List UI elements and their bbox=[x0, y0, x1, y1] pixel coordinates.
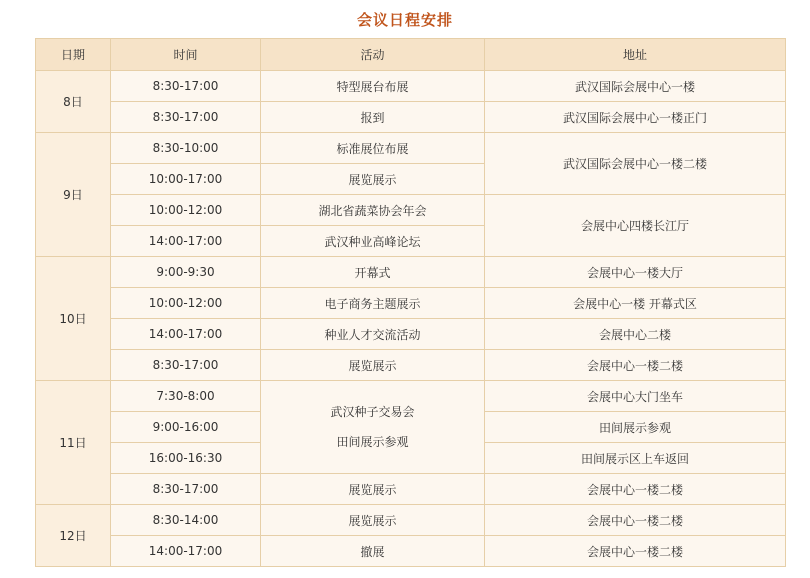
header-location: 地址 bbox=[485, 39, 786, 71]
time-cell: 9:00-16:00 bbox=[111, 412, 261, 443]
time-cell: 9:00-9:30 bbox=[111, 257, 261, 288]
location-cell: 会展中心一楼二楼 bbox=[485, 474, 786, 505]
time-cell: 8:30-10:00 bbox=[111, 133, 261, 164]
location-cell: 会展中心一楼二楼 bbox=[485, 505, 786, 536]
header-date: 日期 bbox=[36, 39, 111, 71]
table-row bbox=[36, 257, 786, 288]
location-cell: 会展中心一楼大厅 bbox=[485, 257, 786, 288]
time-cell: 14:00-17:00 bbox=[111, 319, 261, 350]
location-cell: 会展中心二楼 bbox=[485, 319, 786, 350]
header-time: 时间 bbox=[111, 39, 261, 71]
time-cell: 16:00-16:30 bbox=[111, 443, 261, 474]
location-cell: 田间展示参观 bbox=[485, 412, 786, 443]
location-cell: 武汉国际会展中心一楼 bbox=[485, 71, 786, 102]
table-row bbox=[36, 71, 786, 102]
location-cell: 会展中心一楼 开幕式区 bbox=[485, 288, 786, 319]
date-cell: 9日 bbox=[36, 133, 111, 257]
location-cell: 会展中心四楼长江厅 bbox=[485, 195, 786, 257]
date-cell: 12日 bbox=[36, 505, 111, 567]
location-cell: 武汉国际会展中心一楼正门 bbox=[485, 102, 786, 133]
location-cell: 会展中心一楼二楼 bbox=[485, 350, 786, 381]
schedule-table bbox=[35, 38, 786, 567]
location-cell: 田间展示区上车返回 bbox=[485, 443, 786, 474]
activity-cell: 特型展台布展 bbox=[261, 71, 485, 102]
table-row bbox=[36, 536, 786, 567]
table-row bbox=[36, 474, 786, 505]
activity-cell: 报到 bbox=[261, 102, 485, 133]
time-cell: 8:30-17:00 bbox=[111, 71, 261, 102]
activity-line: 武汉种子交易会 bbox=[330, 405, 415, 419]
time-cell: 8:30-17:00 bbox=[111, 102, 261, 133]
table-row bbox=[36, 195, 786, 226]
activity-cell: 撤展 bbox=[261, 536, 485, 567]
activity-cell: 标准展位布展 bbox=[261, 133, 485, 164]
header-row bbox=[36, 39, 786, 71]
time-cell: 14:00-17:00 bbox=[111, 536, 261, 567]
page-title: 会议日程安排 bbox=[356, 11, 453, 29]
time-cell: 14:00-17:00 bbox=[111, 226, 261, 257]
activity-cell: 展览展示 bbox=[261, 164, 485, 195]
activity-cell: 展览展示 bbox=[261, 505, 485, 536]
activity-cell: 电子商务主题展示 bbox=[261, 288, 485, 319]
table-row bbox=[36, 319, 786, 350]
date-cell: 11日 bbox=[36, 381, 111, 505]
time-cell: 8:30-17:00 bbox=[111, 474, 261, 505]
time-cell: 8:30-17:00 bbox=[111, 350, 261, 381]
activity-cell bbox=[261, 381, 485, 474]
activity-cell: 湖北省蔬菜协会年会 bbox=[261, 195, 485, 226]
activity-cell: 种业人才交流活动 bbox=[261, 319, 485, 350]
location-cell: 会展中心一楼二楼 bbox=[485, 536, 786, 567]
table-row bbox=[36, 381, 786, 412]
header-activity: 活动 bbox=[261, 39, 485, 71]
time-cell: 10:00-12:00 bbox=[111, 195, 261, 226]
activity-cell: 展览展示 bbox=[261, 350, 485, 381]
table-row bbox=[36, 350, 786, 381]
location-cell: 会展中心大门坐车 bbox=[485, 381, 786, 412]
table-row bbox=[36, 505, 786, 536]
activity-cell: 展览展示 bbox=[261, 474, 485, 505]
time-cell: 8:30-14:00 bbox=[111, 505, 261, 536]
time-cell: 7:30-8:00 bbox=[111, 381, 261, 412]
activity-cell: 武汉种业高峰论坛 bbox=[261, 226, 485, 257]
table-row bbox=[36, 288, 786, 319]
date-cell: 10日 bbox=[36, 257, 111, 381]
activity-cell: 开幕式 bbox=[261, 257, 485, 288]
time-cell: 10:00-17:00 bbox=[111, 164, 261, 195]
table-row bbox=[36, 133, 786, 164]
time-cell: 10:00-12:00 bbox=[111, 288, 261, 319]
location-cell: 武汉国际会展中心一楼二楼 bbox=[485, 133, 786, 195]
date-cell: 8日 bbox=[36, 71, 111, 133]
activity-line: 田间展示参观 bbox=[336, 435, 409, 449]
table-row bbox=[36, 102, 786, 133]
